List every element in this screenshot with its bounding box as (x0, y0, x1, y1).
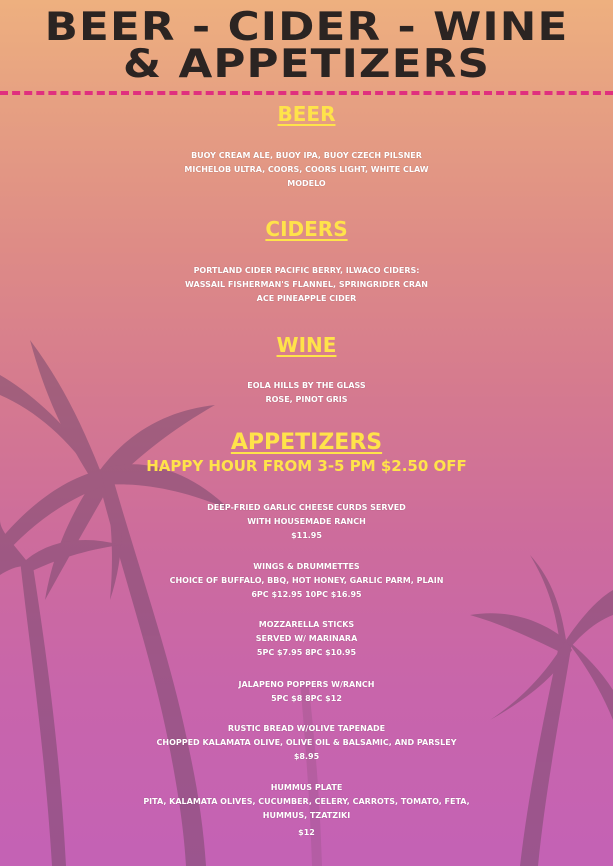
cider-line: ACE PINEAPPLE CIDER (256, 294, 357, 303)
appetizer-price: $12 (298, 828, 315, 837)
appetizer-line: HUMMUS PLATE (270, 783, 343, 792)
appetizer-line: RUSTIC BREAD W/OLIVE TAPENADE (227, 724, 386, 733)
appetizer-line: CHOICE OF BUFFALO, BBQ, HOT HONEY, GARLIC PARM, PLAIN (169, 576, 444, 585)
title-divider (0, 91, 613, 95)
ciders-heading: CIDERS (265, 217, 348, 241)
page-title-line2: & APPETIZERS (122, 42, 491, 87)
cider-line: PORTLAND CIDER PACIFIC BERRY, ILWACO CIDERS: (193, 266, 420, 275)
appetizer-line: HUMMUS, TZATZIKI (262, 811, 351, 820)
appetizer-item (0, 560, 613, 602)
appetizer-price: $11.95 (291, 531, 322, 540)
appetizer-item (0, 781, 613, 840)
appetizer-price: $8.95 (293, 752, 320, 761)
appetizers-heading: APPETIZERS (230, 430, 383, 455)
beer-line: MICHELOB ULTRA, COORS, COORS LIGHT, WHITE CLAW (184, 165, 429, 174)
appetizer-price: 6PC $12.95 10PC $16.95 (251, 590, 362, 599)
wine-line: ROSE, PINOT GRIS (265, 395, 348, 404)
appetizer-price: 5PC $7.95 8PC $10.95 (256, 648, 357, 657)
appetizer-item (0, 678, 613, 706)
beer-heading: BEER (277, 102, 336, 126)
appetizer-line: DEEP-FRIED GARLIC CHEESE CURDS SERVED (207, 503, 406, 512)
appetizer-item (0, 618, 613, 660)
cider-line: WASSAIL FISHERMAN'S FLANNEL, SPRINGRIDER CRAN (185, 280, 428, 289)
happy-hour-note: HAPPY HOUR FROM 3-5 PM $2.50 OFF (146, 457, 467, 475)
beer-line: BUOY CREAM ALE, BUOY IPA, BUOY CZECH PILSNER (191, 151, 422, 160)
wine-heading: WINE (276, 333, 337, 357)
appetizer-line: PITA, KALAMATA OLIVES, CUCUMBER, CELERY, CARROTS, TOMATO, FETA, (143, 797, 470, 806)
page-title-line1: BEER - CIDER - WINE (44, 5, 569, 50)
wine-line: EOLA HILLS BY THE GLASS (247, 381, 366, 390)
ciders-list (0, 264, 613, 306)
appetizer-line: JALAPENO POPPERS W/RANCH (238, 680, 375, 689)
appetizer-line: WITH HOUSEMADE RANCH (247, 517, 366, 526)
appetizer-line: WINGS & DRUMMETTES (253, 562, 360, 571)
appetizer-line: CHOPPED KALAMATA OLIVE, OLIVE OIL & BALSAMIC, AND PARSLEY (156, 738, 457, 747)
appetizer-price: 5PC $8 8PC $12 (271, 694, 342, 703)
wine-list (0, 379, 613, 407)
appetizer-line: MOZZARELLA STICKS (258, 620, 355, 629)
appetizer-item (0, 501, 613, 543)
appetizer-item (0, 722, 613, 764)
beer-line: MODELO (287, 179, 326, 188)
beer-list (0, 149, 613, 191)
appetizer-line: SERVED W/ MARINARA (255, 634, 358, 643)
